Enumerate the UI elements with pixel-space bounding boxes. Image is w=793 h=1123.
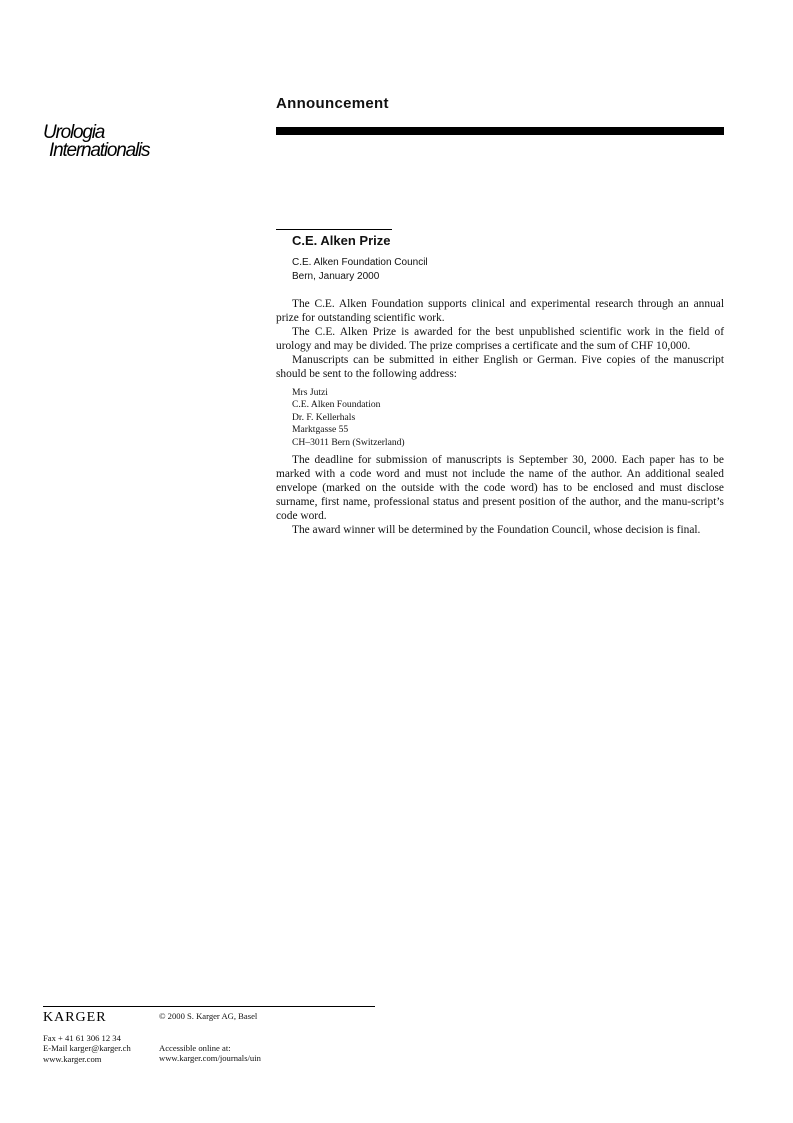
address-line: C.E. Alken Foundation — [292, 399, 381, 411]
journal-logo-line1: Urologia — [43, 122, 105, 143]
journal-url: www.karger.com/journals/uin — [159, 1053, 261, 1064]
footer-rule — [43, 1006, 375, 1007]
paragraph: The C.E. Alken Prize is awarded for the best unpublished scientific work in the field of urology and may be divided. The prize comprises a certificate and the sum of CHF 10,000. — [276, 326, 724, 352]
address-line: Marktgasse 55 — [292, 424, 349, 436]
byline — [292, 256, 428, 284]
header-rule — [276, 127, 724, 135]
place-date: Bern, January 2000 — [292, 271, 380, 282]
address-line: Dr. F. Kellerhals — [292, 411, 356, 423]
online-label: Accessible online at: — [159, 1043, 231, 1053]
council-name: C.E. Alken Foundation Council — [292, 257, 428, 268]
address-line: CH–3011 Bern (Switzerland) — [292, 436, 405, 448]
title-rule — [276, 229, 392, 230]
article-title: C.E. Alken Prize — [292, 233, 391, 248]
journal-logo-line2: Internationalis — [49, 140, 150, 161]
publisher-contact — [43, 1033, 131, 1064]
paragraph: Manuscripts can be submitted in either English or German. Five copies of the manuscript should be sent to the following address: — [276, 354, 724, 380]
copyright-notice: © 2000 S. Karger AG, Basel — [159, 1011, 258, 1021]
email-address: E-Mail karger@karger.ch — [43, 1043, 131, 1054]
paragraph: The C.E. Alken Foundation supports clinical and experimental research through an annual prize for outstanding scientific work. — [276, 298, 724, 324]
online-access — [159, 1043, 261, 1064]
fax-number: Fax + 41 61 306 12 34 — [43, 1033, 121, 1043]
address-line: Mrs Jutzi — [292, 387, 328, 398]
article-body — [276, 297, 724, 537]
paragraph: The deadline for submission of manuscripts is September 30, 2000. Each paper has to be marked with a code word and must not include the name of the author. An additional sealed envelope (marked on the outside with the code word) has to be enclosed and must disclose surname, first name, professional status and present position of the author, and the manu-script’s code word. — [276, 454, 724, 523]
publisher-logo: KARGER — [43, 1010, 107, 1025]
postal-address — [292, 387, 724, 449]
publisher-website: www.karger.com — [43, 1053, 102, 1064]
section-heading: Announcement — [276, 95, 389, 112]
paragraph: The award winner will be determined by the Foundation Council, whose decision is final. — [292, 524, 701, 537]
journal-logo — [43, 124, 149, 160]
